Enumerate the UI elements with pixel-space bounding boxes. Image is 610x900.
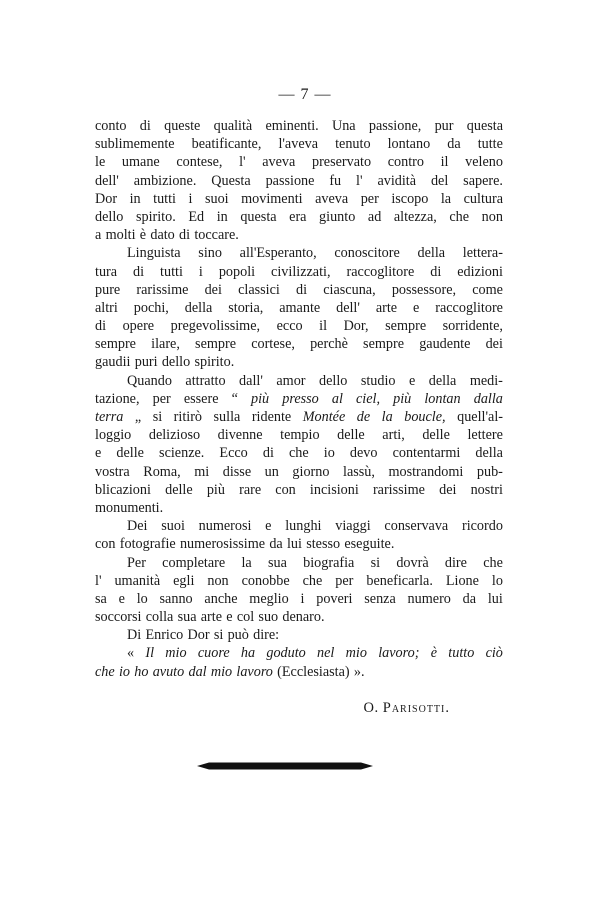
- text-line: dello spirito. Ed in questa era giunto ad altezza, che non: [95, 208, 503, 225]
- body-text: [95, 117, 503, 681]
- text-line: vostra Roma, mi disse un giorno lassù, mostrandomi pub-: [95, 463, 503, 480]
- text-line: di opere pregevolissime, ecco il Dor, sempre sorridente,: [95, 318, 503, 335]
- text-line: loggio delizioso divenne tempio delle arti, delle lettere: [95, 427, 503, 444]
- text-line: e delle scienze. Ecco di che io devo contentarmi della: [95, 445, 503, 462]
- signature: O. Parisotti.: [363, 700, 450, 716]
- text-line: sa e lo sanno anche meglio i poveri senza numero da lui: [95, 590, 503, 607]
- text-line: tazione, per essere “ più presso al ciel, più lontan dalla: [95, 390, 503, 407]
- decorative-rule: [197, 759, 373, 773]
- text-line: sublimemente beatificante, l'aveva tenuto lontano da tutte: [95, 136, 503, 153]
- text-line: tura di tutti i popoli civilizzati, raccoglitore di edizioni: [95, 263, 503, 280]
- page-number: — 7 —: [278, 86, 332, 103]
- text-line: Linguista sino all'Esperanto, conoscitore della lettera-: [127, 245, 503, 262]
- text-line: l' umanità egli non conobbe che per beneficarla. Lione lo: [95, 572, 503, 589]
- quote-line: « Il mio cuore ha goduto nel mio lavoro; è tutto ciò: [127, 645, 503, 662]
- text-line: altri pochi, della storia, amante dell' arte e raccoglitore: [95, 299, 503, 316]
- quote-line: che io ho avuto dal mio lavoro (Ecclesiasta) ».: [95, 663, 365, 680]
- text-line: blicazioni delle più rare con incisioni rarissime dei nostri: [95, 481, 503, 498]
- text-line: Dor in tutti i suoi movimenti aveva per iscopo la cultura: [95, 190, 503, 207]
- text-line: con fotografie numerosissime da lui stesso eseguite.: [95, 536, 395, 553]
- text-line: sempre ilare, sempre cortese, perchè sempre gaudente dei: [95, 336, 503, 353]
- text-line: Quando attratto dall' amor dello studio e della medi-: [127, 372, 503, 389]
- text-line: Per completare la sua biografia si dovrà dire che: [127, 554, 503, 571]
- text-line: a molti è dato di toccare.: [95, 227, 239, 244]
- text-line: Di Enrico Dor si può dire:: [127, 627, 280, 644]
- text-line: Dei suoi numerosi e lunghi viaggi conservava ricordo: [127, 518, 503, 535]
- text-line: pure rarissime dei classici di ciascuna, possessore, come: [95, 281, 503, 298]
- text-line: dell' ambizione. Questa passione fu l' avidità del sapere.: [95, 172, 503, 189]
- text-line: terra „ si ritirò sulla ridente Montée de la boucle, quell'al-: [95, 409, 503, 425]
- text-line: soccorsi colla sua arte e col suo denaro.: [95, 609, 325, 626]
- text-line: monumenti.: [95, 499, 164, 516]
- text-line: gaudii puri dello spirito.: [95, 354, 235, 371]
- text-line: le umane contese, l' aveva preservato contro il veleno: [95, 154, 503, 171]
- text-line: conto di queste qualità eminenti. Una passione, pur questa: [95, 118, 503, 134]
